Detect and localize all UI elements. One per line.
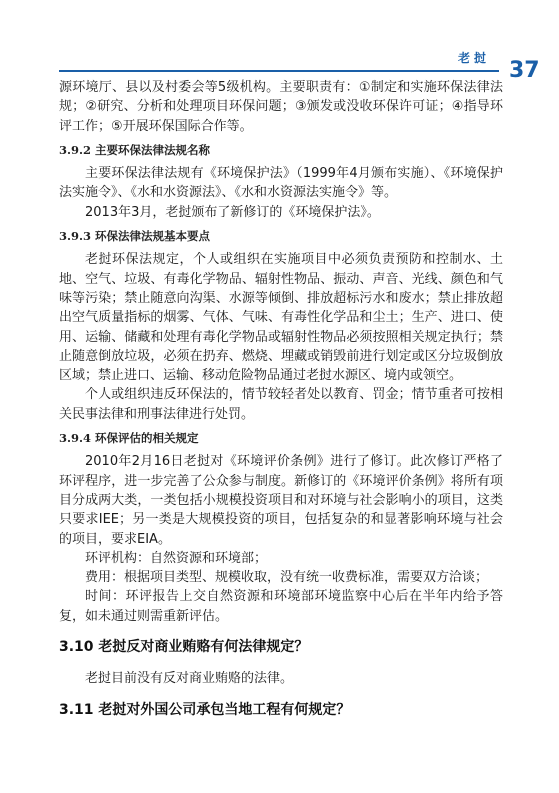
paragraph-law-points: 老挝环保法规定，个人或组织在实施项目中必须负责预防和控制水、土地、空气、垃圾、有毒化学物品、辐射性物品、振动、声音、光线、颜色和气味等污染；禁止随意向沟渠、水源等倾倒、排放超标污水和废水；禁止排放超出空气质量指标的烟雾、气体、气味、有毒性化学品和尘土；生产、进口、使用、运输、储藏和处理有毒化学物品或辐射性物品必须按照相关规定执行；禁止随意倒放垃圾，必须在扔弃、燃烧、埋藏或销毁前进行划定或区分垃圾倒放区域；禁止进口、运输、移动危险物品通过老挝水源区、境内或领空。 <box>59 252 503 384</box>
page-content <box>59 78 503 732</box>
paragraph-eia-regulation: 2010年2月16日老挝对《环境评价条例》进行了修订。此次修订严格了环评程序，进一步完善了公众参与制度。新修订的《环境评价条例》将所有项目分成两大类，一类包括小规模投资项目和对环境与社会影响小的项目，这类只要求IEE；另一类是大规模投资的项目，包括复杂的和显著影响环境与社会的项目，要求EIA。 <box>59 454 503 547</box>
page-number: 37 <box>509 58 540 83</box>
heading-3-9-4: 3.9.4 环保评估的相关规定 <box>59 431 199 446</box>
heading-3-11: 3.11 老挝对外国公司承包当地工程有何规定？ <box>59 701 351 718</box>
heading-3-9-3: 3.9.3 环保法律法规基本要点 <box>59 229 211 244</box>
paragraph-laws-list: 主要环保法律法规有《环境保护法》（1999年4月颁布实施）、《环境保护法实施令》、《水和水资源法》、《水和水资源法实施令》等。 <box>59 166 503 201</box>
paragraph-eia-fees: 费用：根据项目类型、规模收取，没有统一收费标准，需要双方洽谈； <box>85 570 489 586</box>
paragraph-penalties: 个人或组织违反环保法的，情节较轻者处以教育、罚金；情节重者可按相关民事法律和刑事法律进行处罚。 <box>59 387 503 422</box>
header-country-label: 老挝 <box>458 51 491 65</box>
paragraph-law-revision: 2013年3月，老挝颁布了新修订的《环境保护法》。 <box>85 204 380 220</box>
paragraph-eia-time: 时间：环评报告上交自然资源和环境部环境监察中心后在半年内给予答复，如未通过则需重新评估。 <box>59 589 503 624</box>
heading-3-9-2: 3.9.2 主要环保法律法规名称 <box>59 142 211 157</box>
paragraph-bribery: 老挝目前没有反对商业贿赂的法律。 <box>85 671 294 687</box>
heading-3-10: 3.10 老挝反对商业贿赂有何法律规定？ <box>59 639 309 656</box>
paragraph-eia-agency: 环评机构：自然资源和环境部； <box>85 550 268 566</box>
header-rule <box>59 70 499 72</box>
paragraph-institutions: 源环境厅、县以及村委会等5级机构。主要职责有：①制定和实施环保法律法规；②研究、分析和处理项目环保问题；③颁发或没收环保许可证；④指导环评工作；⑤开展环保国际合作等。 <box>59 80 503 134</box>
